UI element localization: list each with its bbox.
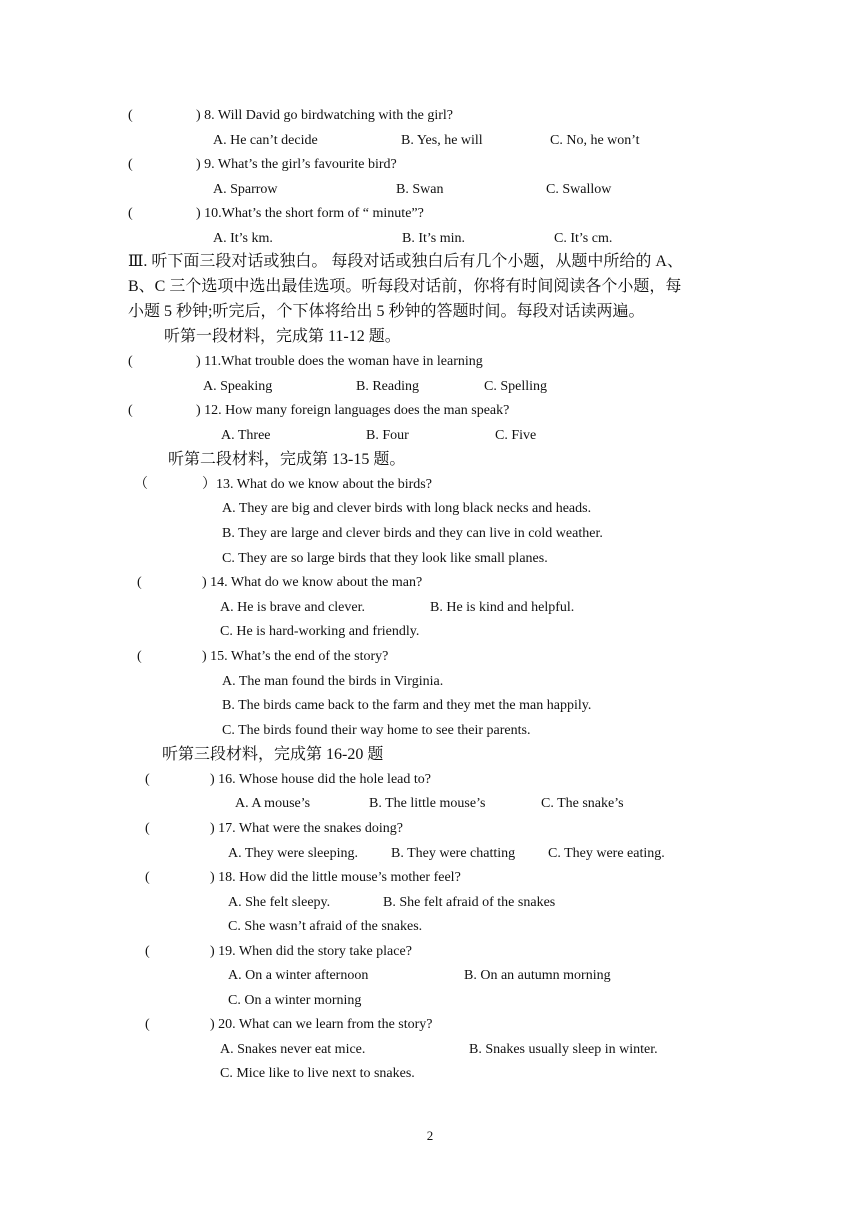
part1-heading: 听第一段材料，完成第 11-12 题。 bbox=[164, 328, 401, 345]
q15-option-b: B. The birds came back to the farm and they met the man happily. bbox=[222, 698, 592, 713]
q11-paren-close: ) bbox=[196, 354, 201, 369]
q17-paren-open: ( bbox=[145, 821, 150, 836]
q14-paren-close: ) bbox=[202, 575, 207, 590]
q10-paren-open: ( bbox=[128, 206, 133, 221]
page-number: 2 bbox=[426, 1128, 434, 1143]
q15-paren-open: ( bbox=[137, 649, 142, 664]
q9-question: 9. What’s the girl’s favourite bird? bbox=[200, 157, 397, 172]
q15-paren-close: ) bbox=[202, 649, 207, 664]
q10-option-c: C. It’s cm. bbox=[554, 231, 613, 246]
q16-option-a: A. A mouse’s bbox=[235, 796, 311, 811]
q19-option-c: C. On a winter morning bbox=[228, 993, 362, 1008]
q12-question: 12. How many foreign languages does the man speak? bbox=[200, 403, 510, 418]
section3-heading-line2: B、C 三个选项中选出最佳选项。听每段对话前，你将有时间阅读各个小题，每 bbox=[128, 278, 682, 295]
q11-stem bbox=[196, 353, 483, 371]
q11-option-c: C. Spelling bbox=[484, 379, 548, 394]
q14-question: 14. What do we know about the man? bbox=[206, 575, 423, 590]
q8-paren-open: ( bbox=[128, 108, 133, 123]
q18-option-a: A. She felt sleepy. bbox=[228, 895, 331, 910]
q11-option-b: B. Reading bbox=[356, 379, 419, 394]
section3-heading-line3: 小题 5 秒钟;听完后，个下体将给出 5 秒钟的答题时间。每段对话读两遍。 bbox=[128, 303, 645, 320]
q19-paren-open: ( bbox=[145, 944, 150, 959]
q9-option-b: B. Swan bbox=[396, 182, 444, 197]
q10-stem bbox=[196, 205, 424, 223]
q18-stem bbox=[210, 869, 461, 887]
q19-paren-close: ) bbox=[210, 944, 215, 959]
q8-paren-close: ) bbox=[196, 108, 201, 123]
q19-stem bbox=[210, 943, 412, 961]
q18-option-b: B. She felt afraid of the snakes bbox=[383, 895, 556, 910]
q15-option-c: C. The birds found their way home to see their parents. bbox=[222, 723, 531, 738]
q9-option-a: A. Sparrow bbox=[213, 182, 278, 197]
q20-paren-open: ( bbox=[145, 1017, 150, 1032]
q8-question: 8. Will David go birdwatching with the girl? bbox=[200, 108, 453, 123]
q16-paren-close: ) bbox=[210, 772, 215, 787]
q13-paren-open: （ bbox=[134, 477, 148, 492]
q8-option-b: B. Yes, he will bbox=[401, 133, 483, 148]
q12-option-c: C. Five bbox=[495, 428, 537, 443]
q14-stem bbox=[202, 574, 422, 592]
q8-stem bbox=[196, 107, 453, 125]
q11-paren-open: ( bbox=[128, 354, 133, 369]
q17-paren-close: ) bbox=[210, 821, 215, 836]
q10-option-b: B. It’s min. bbox=[402, 231, 466, 246]
q15-question: 15. What’s the end of the story? bbox=[206, 649, 389, 664]
q12-option-b: B. Four bbox=[366, 428, 409, 443]
q8-option-a: A. He can’t decide bbox=[213, 133, 318, 148]
q20-paren-close: ) bbox=[210, 1017, 215, 1032]
q11-option-a: A. Speaking bbox=[203, 379, 273, 394]
q14-option-b: B. He is kind and helpful. bbox=[430, 600, 575, 615]
q11-question: 11.What trouble does the woman have in learning bbox=[200, 354, 483, 369]
q16-option-c: C. The snake’s bbox=[541, 796, 624, 811]
q10-option-a: A. It’s km. bbox=[213, 231, 273, 246]
q9-option-c: C. Swallow bbox=[546, 182, 612, 197]
q18-question: 18. How did the little mouse’s mother feel? bbox=[214, 870, 461, 885]
q18-paren-close: ) bbox=[210, 870, 215, 885]
q13-paren-close: ） bbox=[202, 477, 216, 492]
q19-option-b: B. On an autumn morning bbox=[464, 968, 611, 983]
q16-question: 16. Whose house did the hole lead to? bbox=[214, 772, 431, 787]
q12-paren-close: ) bbox=[196, 403, 201, 418]
q17-question: 17. What were the snakes doing? bbox=[214, 821, 403, 836]
q13-option-b: B. They are large and clever birds and they can live in cold weather. bbox=[222, 526, 603, 541]
q9-paren-open: ( bbox=[128, 157, 133, 172]
q18-paren-open: ( bbox=[145, 870, 150, 885]
q13-stem bbox=[202, 476, 432, 494]
q12-option-a: A. Three bbox=[221, 428, 271, 443]
part2-heading: 听第二段材料，完成第 13-15 题。 bbox=[168, 451, 406, 468]
q12-stem bbox=[196, 402, 509, 420]
q17-option-a: A. They were sleeping. bbox=[228, 846, 358, 861]
q14-option-a: A. He is brave and clever. bbox=[220, 600, 365, 615]
q16-stem bbox=[210, 771, 431, 789]
q13-option-a: A. They are big and clever birds with long black necks and heads. bbox=[222, 501, 592, 516]
q15-stem bbox=[202, 648, 388, 666]
q17-option-b: B. They were chatting bbox=[391, 846, 516, 861]
q9-paren-close: ) bbox=[196, 157, 201, 172]
part3-heading: 听第三段材料，完成第 16-20 题 bbox=[162, 746, 384, 763]
q20-option-a: A. Snakes never eat mice. bbox=[220, 1042, 366, 1057]
q12-paren-open: ( bbox=[128, 403, 133, 418]
q10-question: 10.What’s the short form of “ minute”? bbox=[200, 206, 424, 221]
q17-option-c: C. They were eating. bbox=[548, 846, 665, 861]
q17-stem bbox=[210, 820, 403, 838]
q15-option-a: A. The man found the birds in Virginia. bbox=[222, 674, 444, 689]
q20-option-c: C. Mice like to live next to snakes. bbox=[220, 1066, 415, 1081]
q14-option-c: C. He is hard-working and friendly. bbox=[220, 624, 420, 639]
q19-question: 19. When did the story take place? bbox=[214, 944, 412, 959]
q16-paren-open: ( bbox=[145, 772, 150, 787]
q8-option-c: C. No, he won’t bbox=[550, 133, 640, 148]
q20-question: 20. What can we learn from the story? bbox=[214, 1017, 433, 1032]
q13-option-c: C. They are so large birds that they look like small planes. bbox=[222, 551, 548, 566]
section3-heading-line1: Ⅲ. 听下面三段对话或独白。 每段对话或独白后有几个小题，从题中所给的 A、 bbox=[128, 253, 683, 270]
q14-paren-open: ( bbox=[137, 575, 142, 590]
q19-option-a: A. On a winter afternoon bbox=[228, 968, 369, 983]
q20-option-b: B. Snakes usually sleep in winter. bbox=[469, 1042, 658, 1057]
q16-option-b: B. The little mouse’s bbox=[369, 796, 486, 811]
q20-stem bbox=[210, 1016, 433, 1034]
q9-stem bbox=[196, 156, 397, 174]
q18-option-c: C. She wasn’t afraid of the snakes. bbox=[228, 919, 423, 934]
q13-question: 13. What do we know about the birds? bbox=[216, 477, 432, 492]
q10-paren-close: ) bbox=[196, 206, 201, 221]
